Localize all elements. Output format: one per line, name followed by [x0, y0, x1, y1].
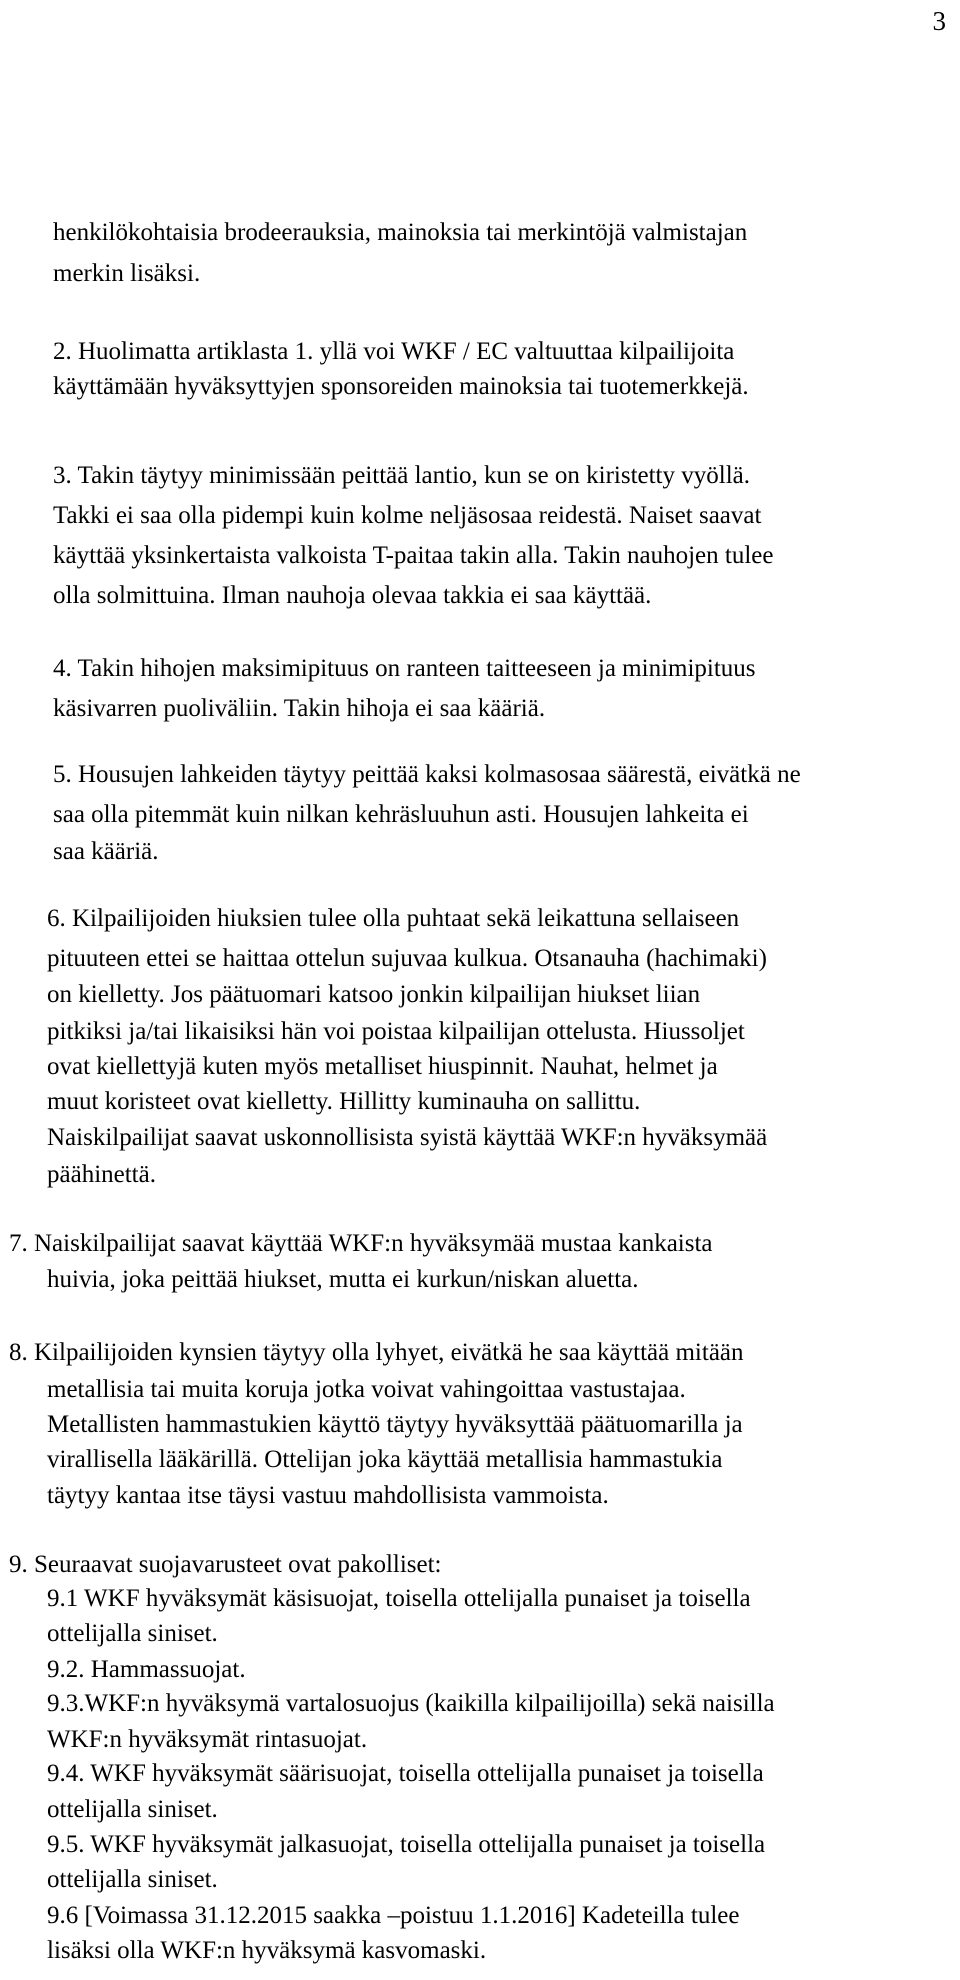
text-line: pituuteen ettei se haittaa ottelun sujuvaa kulkua. Otsanauha (hachimaki): [47, 945, 767, 972]
text-line: saa kääriä.: [53, 838, 159, 865]
text-line: on kielletty. Jos päätuomari katsoo jonkin kilpailijan hiukset liian: [47, 981, 701, 1008]
text-line: WKF:n hyväksymät rintasuojat.: [47, 1726, 368, 1753]
text-line: 7. Naiskilpailijat saavat käyttää WKF:n hyväksymää mustaa kankaista: [9, 1230, 713, 1257]
text-line: 6. Kilpailijoiden hiuksien tulee olla puhtaat sekä leikattuna sellaiseen: [47, 905, 740, 932]
text-line: olla solmittuina. Ilman nauhoja olevaa takkia ei saa käyttää.: [53, 582, 652, 609]
text-line: 9.2. Hammassuojat.: [47, 1656, 246, 1683]
text-line: 9.5. WKF hyväksymät jalkasuojat, toisella ottelijalla punaiset ja toisella: [47, 1831, 766, 1858]
text-line: ottelijalla siniset.: [47, 1620, 218, 1647]
page-number: 3: [932, 6, 946, 36]
text-line: Takki ei saa olla pidempi kuin kolme neljäsosaa reidestä. Naiset saavat: [53, 502, 762, 529]
text-line: metallisia tai muita koruja jotka voivat vahingoittaa vastustajaa.: [47, 1376, 686, 1403]
text-line: 9.6 [Voimassa 31.12.2015 saakka –poistuu 1.1.2016] Kadeteilla tulee: [47, 1902, 740, 1929]
text-line: ottelijalla siniset.: [47, 1866, 218, 1893]
text-line: täytyy kantaa itse täysi vastuu mahdollisista vammoista.: [47, 1482, 609, 1509]
text-line: 9.3.WKF:n hyväksymä vartalosuojus (kaikilla kilpailijoilla) sekä naisilla: [47, 1690, 775, 1717]
text-line: 8. Kilpailijoiden kynsien täytyy olla lyhyet, eivätkä he saa käyttää mitään: [9, 1339, 744, 1366]
text-line: saa olla pitemmät kuin nilkan kehräsluuhun asti. Housujen lahkeita ei: [53, 801, 749, 828]
text-line: huivia, joka peittää hiukset, mutta ei kurkun/niskan aluetta.: [47, 1266, 639, 1293]
text-line: Metallisten hammastukien käyttö täytyy hyväksyttää päätuomarilla ja: [47, 1411, 743, 1438]
text-line: käyttämään hyväksyttyjen sponsoreiden mainoksia tai tuotemerkkejä.: [53, 373, 749, 400]
text-line: ovat kiellettyjä kuten myös metalliset hiuspinnit. Nauhat, helmet ja: [47, 1053, 718, 1080]
text-line: merkin lisäksi.: [53, 260, 201, 287]
text-line: 5. Housujen lahkeiden täytyy peittää kaksi kolmasosaa säärestä, eivätkä ne: [53, 761, 801, 788]
text-line: 3. Takin täytyy minimissään peittää lantio, kun se on kiristetty vyöllä.: [53, 462, 750, 489]
text-line: 9.4. WKF hyväksymät säärisuojat, toisella ottelijalla punaiset ja toisella: [47, 1760, 764, 1787]
text-line: 2. Huolimatta artiklasta 1. yllä voi WKF / EC valtuuttaa kilpailijoita: [53, 338, 735, 365]
text-line: 9.1 WKF hyväksymät käsisuojat, toisella ottelijalla punaiset ja toisella: [47, 1585, 751, 1612]
text-line: pitkiksi ja/tai likaisiksi hän voi poistaa kilpailijan ottelusta. Hiussoljet: [47, 1018, 745, 1045]
text-line: virallisella lääkärillä. Ottelijan joka käyttää metallisia hammastukia: [47, 1446, 723, 1473]
text-line: käyttää yksinkertaista valkoista T-paitaa takin alla. Takin nauhojen tulee: [53, 542, 774, 569]
text-line: käsivarren puoliväliin. Takin hihoja ei saa kääriä.: [53, 695, 546, 722]
text-line: lisäksi olla WKF:n hyväksymä kasvomaski.: [47, 1937, 487, 1964]
text-line: päähinettä.: [47, 1161, 156, 1188]
text-line: muut koristeet ovat kielletty. Hillitty kuminauha on sallittu.: [47, 1088, 641, 1115]
text-line: Naiskilpailijat saavat uskonnollisista syistä käyttää WKF:n hyväksymää: [47, 1124, 768, 1151]
text-line: 4. Takin hihojen maksimipituus on ranteen taitteeseen ja minimipituus: [53, 655, 756, 682]
text-line: ottelijalla siniset.: [47, 1796, 218, 1823]
text-line: henkilökohtaisia brodeerauksia, mainoksia tai merkintöjä valmistajan: [53, 219, 748, 246]
text-line: 9. Seuraavat suojavarusteet ovat pakolliset:: [9, 1551, 442, 1578]
